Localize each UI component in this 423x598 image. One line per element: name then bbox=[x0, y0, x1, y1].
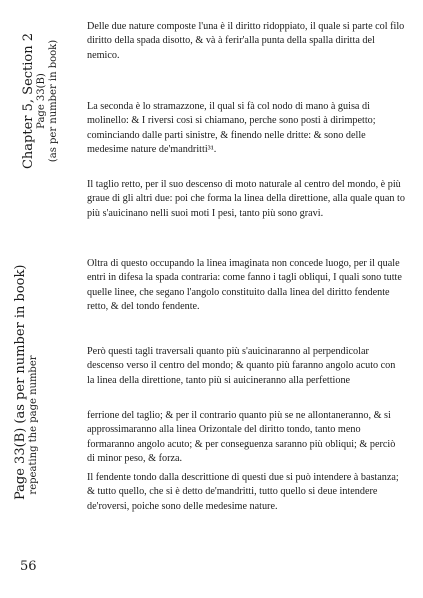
paragraph: Però questi tagli traversali quanto più s'auicinaranno al perpendicolar descenso verso il centro del mondo; & quanto più faranno angolo acuto con la linea della direttione, tanto più si auicineranno alla perfettione bbox=[87, 346, 396, 386]
paragraph: La seconda è lo stramazzone, il qual si fà col nodo di mano à guisa di molinello: & I riversi così si chiamano, perche sono posti à dirimpetto; cominciando dalle parti sinistre, & finendo nelle dritte: & sono delle medesime nature de'mandritti³¹. bbox=[87, 101, 376, 156]
paragraph: ferrione del taglio; & per il contrario quanto più se ne allontaneranno, & si approssimaranno alla linea Orizontale del diritto tondo, tanto meno formaranno angolo acuto; & per conseguenza saranno più obliqui; & perciò di minor peso, & forza. bbox=[87, 410, 396, 465]
margin-note-chapter-page: Page 33(B) bbox=[36, 73, 47, 129]
paragraph: Il fendente tondo dalla descrittione di questi due si può intendere à bastanza; & tutto quello, che si è detto de'mandritti, tutto quello si deue intendere de'roversi, poiche sono delle medesime nature. bbox=[87, 472, 399, 512]
page-number: 56 bbox=[20, 559, 37, 574]
margin-note-chapter-title: Chapter 5, Section 2 bbox=[21, 32, 36, 170]
margin-note-page-title: Page 33(B) (as per number in book) bbox=[13, 264, 28, 500]
margin-note-page bbox=[13, 264, 57, 500]
margin-note-chapter-remark: (as per number in book) bbox=[48, 39, 59, 163]
paragraph: Il taglio retto, per il suo descenso di moto naturale al centro del mondo, è più graue di gli altri due: poi che forma la linea della direttione, alla quale quan to più s'auicinano nelli suoi moti I pesi, tanto più sono gravi. bbox=[87, 179, 405, 219]
margin-note-chapter bbox=[21, 26, 65, 176]
paragraph: Delle due nature composte l'una è il diritto ridoppiato, il quale si parte col filo diritto della spada disotto, & và à ferir'alla punta della spalla diritta del nemico. bbox=[87, 21, 405, 61]
paragraph: Oltra di questo occupando la linea imaginata non concede luogo, per il quale entri in difesa la spada contraria: come fanno i tagli obliqui, I quali sono tutte quelle linee, che segano l'angolo constituito dalla linea del diritto fendente retto, & del tondo fendente. bbox=[87, 258, 402, 313]
margin-note-page-remark: repeating the page number bbox=[28, 355, 39, 495]
